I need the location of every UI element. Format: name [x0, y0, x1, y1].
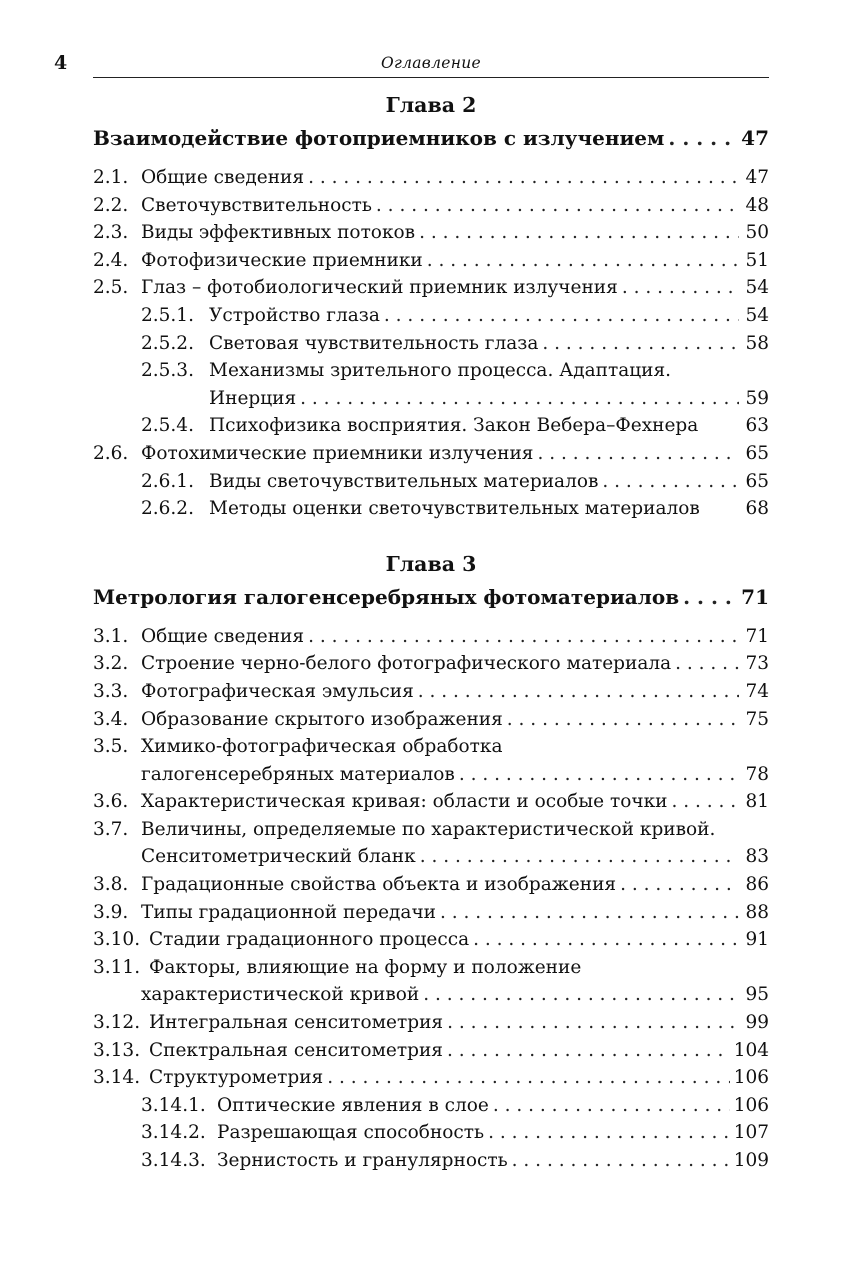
- section-number: 3.14.2.: [141, 1122, 206, 1144]
- section-number: 2.6.1.: [141, 470, 194, 492]
- toc-entry-continuation[interactable]: [93, 981, 769, 1009]
- leader-dots: [493, 1092, 730, 1120]
- leader-dots: [447, 1037, 730, 1065]
- section-number: 3.3.: [93, 680, 129, 702]
- toc-entry[interactable]: [93, 678, 769, 706]
- leader-dots: [683, 581, 737, 613]
- section-title: Общие сведения: [141, 167, 305, 188]
- page-ref: 71: [741, 584, 769, 609]
- section-number: 3.1.: [93, 625, 129, 647]
- toc-entry[interactable]: [93, 899, 769, 927]
- page-number: 4: [54, 52, 68, 74]
- section-number: 2.2.: [93, 194, 129, 216]
- page-ref: 99: [745, 1012, 769, 1034]
- page-ref: 81: [745, 791, 769, 813]
- section-number: 3.4.: [93, 708, 129, 730]
- page-ref: 71: [745, 625, 769, 647]
- leader-dots: [602, 468, 739, 496]
- section-number: 2.6.: [93, 442, 129, 464]
- leader-dots: [622, 274, 739, 302]
- toc-entry[interactable]: [93, 247, 769, 275]
- toc-entry-continuation[interactable]: [93, 761, 769, 789]
- section-number: 3.9.: [93, 901, 129, 923]
- section-title: Психофизика восприятия. Закон Вебера–Фехнера: [209, 415, 699, 437]
- section-title-continuation: характеристической кривой: [141, 984, 420, 1006]
- page-ref: 54: [745, 277, 769, 299]
- page-ref: 48: [745, 194, 769, 216]
- section-number: 3.14.1.: [141, 1094, 206, 1116]
- running-title: Оглавление: [380, 54, 482, 72]
- page-ref: 78: [745, 763, 769, 785]
- section-number: 3.13.: [93, 1039, 141, 1061]
- page-ref: 88: [745, 901, 769, 923]
- section-title: Фотофизические приемники: [141, 249, 423, 271]
- leader-dots: [512, 1147, 730, 1175]
- section-title: Световая чувствительность глаза: [209, 332, 539, 354]
- section-number: 2.4.: [93, 249, 129, 271]
- section-title: Интегральная сенситометрия: [149, 1012, 444, 1034]
- page-ref: 54: [745, 304, 769, 326]
- leader-dots: [459, 761, 739, 789]
- leader-dots: [376, 192, 739, 220]
- section-title-continuation: Сенситометрический бланк: [141, 846, 416, 868]
- header-rule: [93, 77, 769, 78]
- toc-entry[interactable]: [93, 706, 769, 734]
- section-title: Общие сведения: [141, 625, 305, 647]
- section-number: 2.3.: [93, 222, 129, 244]
- page-ref: 47: [741, 126, 769, 150]
- chapter-title: Взаимодействие фотоприемников с излучением: [93, 126, 665, 150]
- toc-subentry[interactable]: [93, 1119, 769, 1147]
- toc-entry[interactable]: [93, 219, 769, 247]
- section-title: Величины, определяемые по характеристической кривой.: [141, 818, 716, 840]
- toc-entry[interactable]: [93, 926, 769, 954]
- table-of-contents: [93, 88, 769, 1175]
- section-title: Факторы, влияющие на форму и положение: [149, 956, 582, 978]
- leader-dots: [671, 788, 739, 816]
- section-number: 3.14.: [93, 1067, 141, 1089]
- toc-entry[interactable]: [93, 274, 769, 302]
- page-ref: 65: [745, 470, 769, 492]
- page-ref: 65: [745, 442, 769, 464]
- section-number: 2.5.2.: [141, 332, 194, 354]
- section-title-continuation: галогенсеребряных материалов: [141, 763, 455, 785]
- section-title: Стадии градационного процесса: [149, 929, 470, 951]
- section-number: 3.12.: [93, 1012, 141, 1034]
- chapter-title: Метрология галогенсеребряных фотоматериалов: [93, 584, 680, 609]
- page-ref: 104: [733, 1039, 769, 1061]
- section-title: Образование скрытого изображения: [141, 708, 503, 730]
- toc-entry[interactable]: [93, 164, 769, 192]
- chapter-3-label: Глава 3: [385, 551, 477, 576]
- toc-subentry[interactable]: [93, 357, 769, 385]
- leader-dots: [668, 122, 737, 154]
- toc-subentry[interactable]: [93, 1092, 769, 1120]
- leader-dots: [507, 706, 739, 734]
- section-number: 3.11.: [93, 956, 141, 978]
- toc-subentry[interactable]: [93, 468, 769, 496]
- toc-entry[interactable]: [93, 1037, 769, 1065]
- section-title: Фотографическая эмульсия: [141, 680, 414, 702]
- section-title: Строение черно-белого фотографического материала: [141, 653, 672, 675]
- section-title: Типы градационной передачи: [141, 901, 437, 923]
- section-number: 2.1.: [93, 167, 129, 188]
- leader-dots: [675, 650, 739, 678]
- section-number: 3.2.: [93, 653, 129, 675]
- toc-entry[interactable]: [93, 1064, 769, 1092]
- section-title: Градационные свойства объекта и изображения: [141, 874, 617, 896]
- leader-dots: [427, 247, 739, 275]
- section-title: Механизмы зрительного процесса. Адаптация.: [209, 360, 672, 382]
- section-title: Виды светочувствительных материалов: [209, 470, 599, 492]
- section-title: Устройство глаза: [209, 304, 380, 326]
- section-number: 3.10.: [93, 929, 141, 951]
- page-ref: 50: [745, 222, 769, 244]
- toc-entry[interactable]: [93, 816, 769, 844]
- leader-dots: [384, 302, 739, 330]
- page-ref: 83: [745, 846, 769, 868]
- toc-subentry[interactable]: [93, 495, 769, 523]
- section-number: 3.6.: [93, 791, 129, 813]
- page-ref: 68: [745, 498, 769, 520]
- toc-entry[interactable]: [93, 871, 769, 899]
- section-title: Методы оценки светочувствительных материалов: [209, 498, 700, 520]
- section-title: Зернистость и гранулярность: [217, 1150, 508, 1171]
- page-ref: 47: [745, 167, 769, 188]
- section-title: Спектральная сенситометрия: [149, 1039, 443, 1061]
- section-number: 3.5.: [93, 736, 129, 758]
- page-ref: 106: [733, 1067, 769, 1089]
- section-title: Структурометрия: [149, 1067, 324, 1089]
- leader-dots: [542, 330, 739, 358]
- page-ref: 95: [745, 984, 769, 1006]
- leader-dots: [488, 1119, 730, 1147]
- chapter-2-label: Глава 2: [385, 93, 477, 117]
- toc-entry[interactable]: [93, 192, 769, 220]
- leader-dots: [308, 164, 739, 192]
- chapter-3-title-entry[interactable]: [93, 581, 769, 613]
- page-ref: 109: [733, 1150, 769, 1171]
- leader-dots: [327, 1064, 729, 1092]
- toc-entry-continuation[interactable]: [93, 843, 769, 871]
- section-number: 3.8.: [93, 874, 129, 896]
- section-number: 3.7.: [93, 818, 129, 840]
- leader-dots: [420, 843, 739, 871]
- page-ref: 74: [745, 680, 769, 702]
- section-title: Разрешающая способность: [217, 1122, 485, 1144]
- leader-dots: [620, 871, 739, 899]
- page-ref: 73: [745, 653, 769, 675]
- page-ref: 58: [745, 332, 769, 354]
- page-ref: 51: [745, 249, 769, 271]
- page-ref: 91: [745, 929, 769, 951]
- chapter-2-title-entry[interactable]: [93, 122, 769, 154]
- page-ref: 59: [745, 387, 769, 409]
- section-title-continuation: Инерция: [209, 387, 297, 409]
- leader-dots: [537, 440, 739, 468]
- toc-entry[interactable]: [93, 623, 769, 651]
- toc-entry[interactable]: [93, 788, 769, 816]
- section-number: 2.5.3.: [141, 360, 194, 382]
- page-ref: 107: [733, 1122, 769, 1144]
- toc-entry[interactable]: [93, 954, 769, 982]
- leader-dots: [418, 678, 739, 706]
- section-title: Характеристическая кривая: области и особые точки: [141, 791, 668, 813]
- toc-entry[interactable]: [93, 650, 769, 678]
- toc-subentry[interactable]: [93, 302, 769, 330]
- section-title: Химико-фотографическая обработка: [141, 736, 503, 758]
- leader-dots: [308, 623, 739, 651]
- section-title: Фотохимические приемники излучения: [141, 442, 534, 464]
- toc-subentry[interactable]: [93, 330, 769, 358]
- toc-subentry-continuation[interactable]: [93, 385, 769, 413]
- page-ref: 106: [733, 1094, 769, 1116]
- leader-dots: [440, 899, 739, 927]
- leader-dots: [300, 385, 739, 413]
- toc-subentry[interactable]: [93, 1147, 769, 1175]
- section-number: 2.5.: [93, 277, 129, 299]
- toc-entry[interactable]: [93, 440, 769, 468]
- section-number: 2.6.2.: [141, 498, 194, 520]
- leader-dots: [473, 926, 739, 954]
- section-number: 2.5.4.: [141, 415, 194, 437]
- toc-entry[interactable]: [93, 1009, 769, 1037]
- section-number: 3.14.3.: [141, 1150, 206, 1171]
- toc-entry[interactable]: [93, 733, 769, 761]
- page-ref: 75: [745, 708, 769, 730]
- leader-dots: [419, 219, 739, 247]
- leader-dots: [423, 981, 739, 1009]
- section-title: Оптические явления в слое: [217, 1094, 489, 1116]
- toc-subentry[interactable]: [93, 412, 769, 440]
- section-title: Светочувствительность: [141, 194, 372, 216]
- section-title: Глаз – фотобиологический приемник излучения: [141, 277, 618, 299]
- leader-dots: [447, 1009, 739, 1037]
- page-ref: 86: [745, 874, 769, 896]
- page-ref: 63: [745, 415, 769, 437]
- section-number: 2.5.1.: [141, 304, 194, 326]
- section-title: Виды эффективных потоков: [141, 222, 416, 244]
